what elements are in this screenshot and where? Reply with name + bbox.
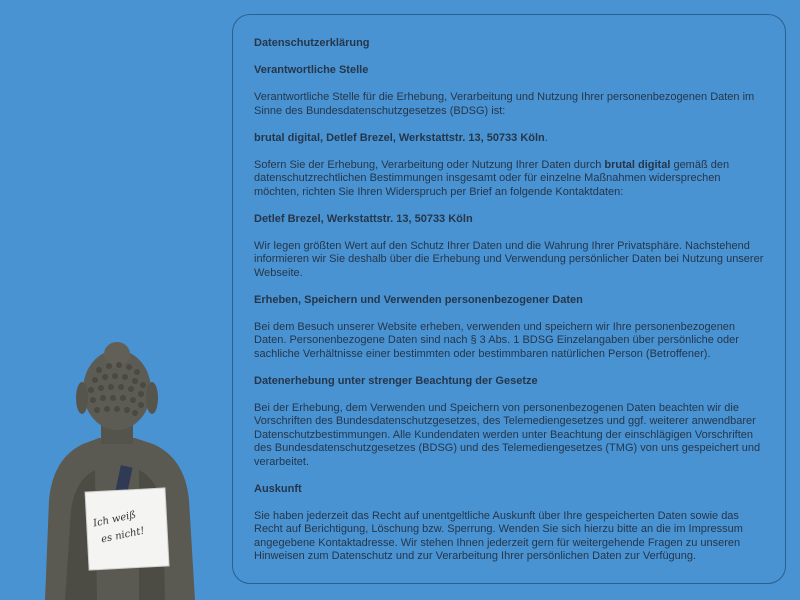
- note-line-1: Ich weiß: [92, 509, 138, 530]
- objection-brand: brutal digital: [604, 158, 671, 171]
- objection-post: gemäß den datenschutzrechtlichen Bestimmungen insgesamt oder für einzelne Maßnahmen widersprechen möchten, richten Sie Ihren Widerspruch per Brief an folgende Kontaktdaten:: [254, 158, 730, 198]
- contact-address: Detlef Brezel, Werkstattstr. 13, 50733 Köln: [254, 212, 473, 225]
- section-heading-law: Datenerhebung unter strenger Beachtung der Gesetze: [254, 374, 538, 387]
- paragraph-info: Sie haben jederzeit das Recht auf unentgeltliche Auskunft über Ihre gespeicherten Daten sowie das Recht auf Berichtigung, Löschung bzw. Sperrung. Wenden Sie sich hierzu bitte an die im Impressum angegebene Kontaktadresse. Wir stehen Ihnen jederzeit gern für weitergehende Fragen zu unseren Hinweisen zum Datenschutz und zur Verarbeitung Ihrer persönlichen Daten zur Verfügung.: [254, 509, 743, 562]
- section-heading-collect: Erheben, Speichern und Verwenden personenbezogener Daten: [254, 293, 583, 306]
- paragraph-objection: [254, 159, 767, 200]
- paragraph-law: Bei der Erhebung, dem Verwenden und Speichern von personenbezogenen Daten beachten wir die Vorschriften des Bundesdatenschutzgesetzes, des Telemediengesetzes und ggf. weiterer anwendbarer Datenschutzbestimmungen. Alle Kundendaten werden unter Beachtung der einschlägigen Vorschriften des Bundesdatenschutzgesetzes (BDSG) und des Telemediengesetzes (TMG) von uns gespeichert und verarbeitet.: [254, 401, 761, 468]
- note-line-2: es nicht!: [100, 525, 146, 546]
- page-title: Datenschutzerklärung: [254, 37, 370, 49]
- section-heading-responsible: Verantwortliche Stelle: [254, 64, 369, 76]
- paragraph-collect: Bei dem Besuch unserer Website erheben, verwenden und speichern wir Ihre personenbezogenen Daten. Personenbezogene Daten sind nach § 3 Abs. 1 BDSG Einzelangaben über persönliche oder sachliche Verhältnisse einer bestimmten oder bestimmbaren natürlichen Person (Betroffener).: [254, 320, 739, 360]
- privacy-policy-panel: [232, 14, 786, 584]
- section-heading-info: Auskunft: [254, 482, 302, 495]
- responsible-dot: .: [544, 131, 548, 144]
- paragraph-responsible: Verantwortliche Stelle für die Erhebung, Verarbeitung und Nutzung Ihrer personenbezogenen Daten im Sinne des Bundesdatenschutzgesetzes (BDSG) ist:: [254, 91, 755, 117]
- paragraph-protection: Wir legen größten Wert auf den Schutz Ihrer Daten und die Wahrung Ihrer Privatsphäre. Nachstehend informieren wir Sie deshalb über die Erhebung und Verwendung persönlicher Daten bei Nutzung unserer Webseite.: [254, 239, 764, 279]
- responsible-address: [254, 132, 767, 146]
- objection-pre: Sofern Sie der Erhebung, Verarbeitung oder Nutzung Ihrer Daten durch: [254, 158, 605, 171]
- responsible-name: brutal digital, Detlef Brezel, Werkstattstr. 13, 50733 Köln: [254, 131, 545, 144]
- buddha-statue-image: [35, 340, 200, 600]
